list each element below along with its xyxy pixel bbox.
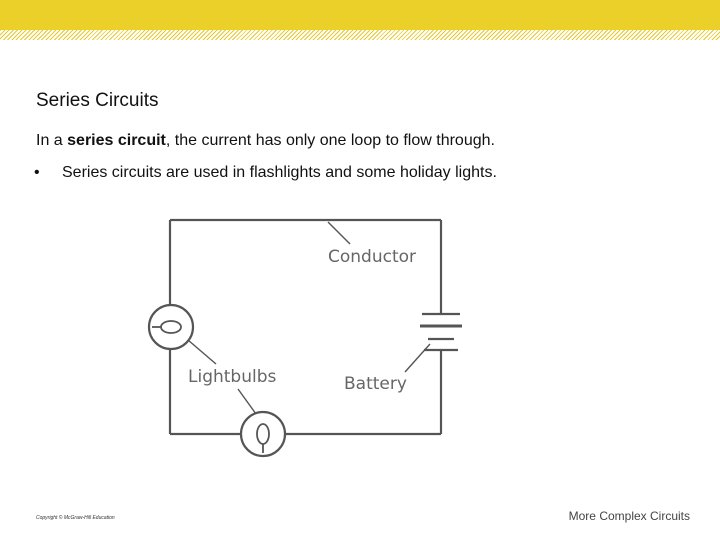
slide-title: Series Circuits: [36, 90, 159, 111]
battery-label: Battery: [344, 374, 407, 394]
intro-term: series circuit: [67, 132, 166, 149]
intro-suffix: , the current has only one loop to flow through.: [165, 132, 495, 149]
bullet-text: Series circuits are used in flashlights and some holiday lights.: [62, 164, 497, 181]
lightbulb-icon: [149, 305, 193, 349]
footer-section-title: More Complex Circuits: [568, 509, 690, 523]
battery-leader-line: [405, 344, 430, 372]
bullet-marker: •: [34, 164, 40, 181]
conductor-label: Conductor: [328, 247, 417, 267]
battery-symbol: [420, 314, 462, 350]
lightbulb-icon: [241, 412, 285, 456]
lightbulbs-label: Lightbulbs: [188, 367, 277, 387]
lightbulbs-leader-line: [238, 389, 256, 414]
lightbulbs-leader-line: [188, 340, 216, 364]
copyright-notice: Copyright © McGraw-Hill Education: [36, 515, 115, 521]
intro-prefix: In a: [36, 132, 68, 149]
conductor-leader-line: [328, 222, 350, 244]
